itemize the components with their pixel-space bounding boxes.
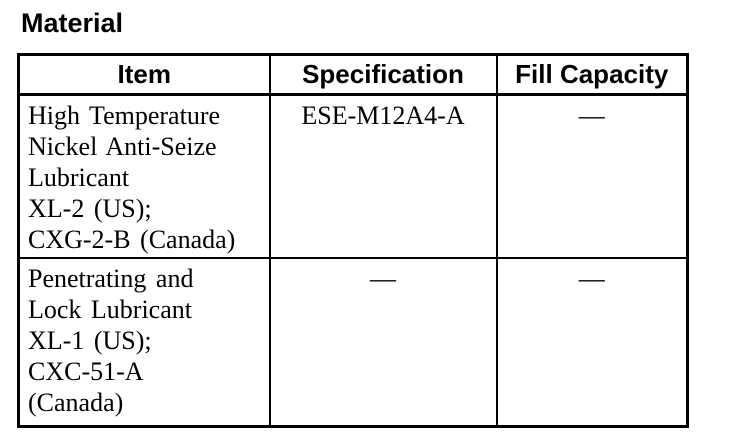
item-line: XL-2 (US); [28,194,152,223]
item-line: Penetrating and [28,264,194,293]
table-header [19,55,688,95]
item-cell [19,258,270,426]
item-line: XL-1 (US); [28,326,152,355]
table-row [19,95,688,259]
item-line: CXC-51-A [28,357,144,386]
header-row [19,55,688,95]
column-header-fill-capacity: Fill Capacity [497,55,688,95]
item-line: Nickel Anti-Seize [28,132,217,161]
table-body [19,95,688,427]
table-row [19,258,688,426]
material-table [17,53,689,428]
item-line: (Canada) [28,388,124,417]
item-line: Lubricant [28,163,130,192]
item-line: High Temperature [28,101,221,130]
item-line: CXG-2-B (Canada) [28,225,236,254]
specification-cell: — [270,258,497,426]
item-line: Lock Lubricant [28,295,192,324]
column-header-specification: Specification [270,55,497,95]
item-cell [19,95,270,259]
column-header-item: Item [19,55,270,95]
fill-capacity-cell: — [497,95,688,259]
page-title: Material [21,8,124,38]
fill-capacity-cell: — [497,258,688,426]
specification-cell: ESE-M12A4-A [270,95,497,259]
